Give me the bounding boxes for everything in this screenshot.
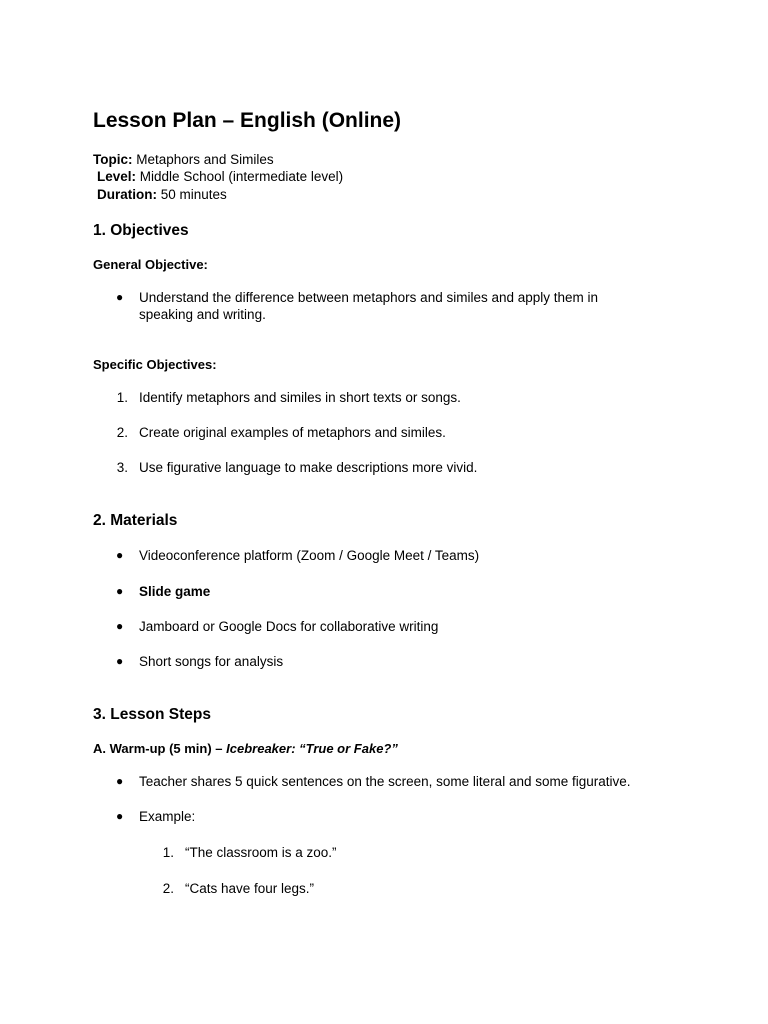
- example-item: “The classroom is a zoo.”: [185, 845, 337, 860]
- list-number: 1.: [116, 390, 128, 405]
- warmup-heading-main: A. Warm-up (5 min) –: [93, 741, 227, 756]
- section-heading-materials: 2. Materials: [93, 512, 178, 529]
- section-heading-objectives: 1. Objectives: [93, 222, 189, 239]
- materials-item: Videoconference platform (Zoom / Google Meet / Teams): [139, 548, 480, 563]
- list-number: 2.: [116, 425, 128, 440]
- bullet-icon: ●: [116, 774, 124, 788]
- meta-level-value: Middle School (intermediate level): [139, 169, 344, 184]
- specific-objective-item: Use figurative language to make descriptions more vivid.: [139, 460, 478, 475]
- general-objective-item: Understand the difference between metaphors and similes and apply them in speaking and writing.: [139, 290, 599, 322]
- general-objective-heading: General Objective:: [93, 257, 208, 272]
- materials-item: Short songs for analysis: [139, 654, 284, 669]
- specific-objectives-heading: Specific Objectives:: [93, 357, 217, 372]
- page-title: Lesson Plan – English (Online): [93, 109, 402, 132]
- list-number: 3.: [116, 460, 128, 475]
- warmup-heading: [93, 741, 398, 757]
- meta-level-label: Level:: [97, 169, 137, 184]
- meta-duration-label: Duration:: [97, 187, 157, 202]
- list-number: 2.: [162, 881, 174, 896]
- bullet-icon: ●: [116, 584, 124, 598]
- materials-item: Slide game: [139, 584, 211, 599]
- warmup-item: Teacher shares 5 quick sentences on the screen, some literal and some figurative.: [139, 774, 631, 789]
- bullet-icon: ●: [116, 654, 124, 668]
- section-heading-lesson-steps: 3. Lesson Steps: [93, 706, 212, 723]
- example-item: “Cats have four legs.”: [185, 881, 315, 896]
- meta-topic: [93, 151, 274, 168]
- warmup-item: Example:: [139, 809, 196, 824]
- specific-objective-item: Identify metaphors and similes in short texts or songs.: [139, 390, 461, 405]
- specific-objective-item: Create original examples of metaphors and similes.: [139, 425, 446, 440]
- bullet-icon: ●: [116, 809, 124, 823]
- bullet-icon: ●: [116, 548, 124, 562]
- meta-level: [97, 168, 343, 185]
- bullet-icon: ●: [116, 290, 124, 304]
- meta-topic-label: Topic:: [93, 152, 133, 167]
- bullet-icon: ●: [116, 619, 124, 633]
- meta-duration-value: 50 minutes: [160, 187, 227, 202]
- materials-item: Jamboard or Google Docs for collaborative writing: [139, 619, 439, 634]
- warmup-heading-italic: Icebreaker: “True or Fake?”: [226, 741, 398, 756]
- meta-topic-value: Metaphors and Similes: [136, 152, 274, 167]
- meta-duration: [97, 186, 227, 203]
- list-number: 1.: [162, 845, 174, 860]
